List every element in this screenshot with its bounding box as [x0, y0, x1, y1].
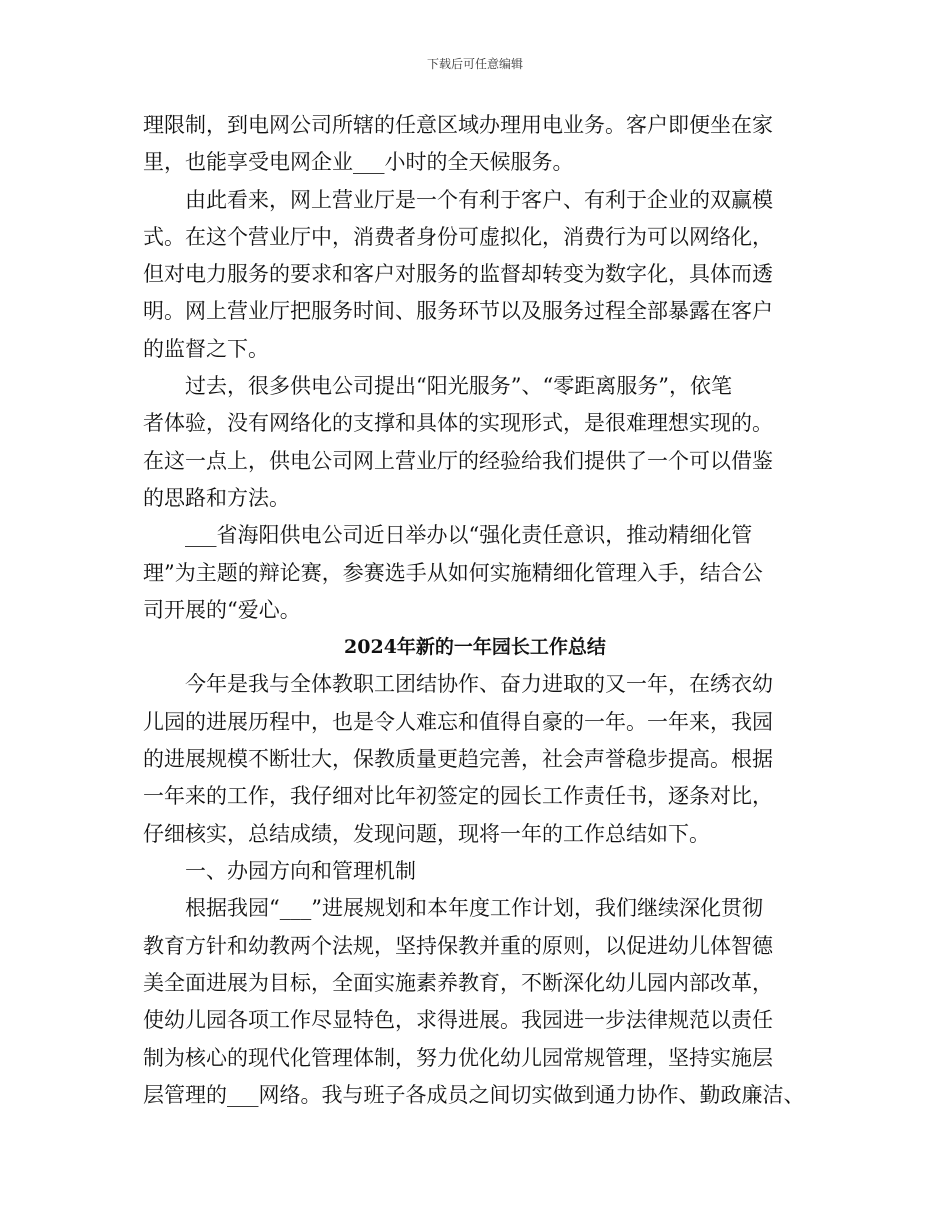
text-line: 里，也能享受电网企业___小时的全天候服务。 — [143, 150, 574, 174]
text-line: 的监督之下。 — [143, 337, 269, 361]
text-line: 一年来的工作，我仔细对比年初签定的园长工作责任书，逐条对比， — [143, 784, 773, 808]
text-line: 儿园的进展历程中，也是令人难忘和值得自豪的一年。一年来，我园 — [143, 710, 773, 734]
text-line: 理”为主题的辩论赛，参赛选手从如何实施精细化管理入手，结合公 — [143, 561, 763, 585]
section-title: 2024年新的一年园长工作总结 — [344, 636, 606, 658]
text-line: ___省海阳供电公司近日举办以“强化责任意识，推动精细化管 — [185, 523, 753, 547]
text-line: 教育方针和幼教两个法规，坚持保教并重的原则，以促进幼儿体智德 — [143, 934, 773, 958]
text-line: 明。网上营业厅把服务时间、服务环节以及服务过程全部暴露在客户 — [143, 299, 773, 323]
text-line: 美全面进展为目标，全面实施素养教育，不断深化幼儿园内部改革， — [143, 971, 773, 995]
text-line: 层管理的___网络。我与班子各成员之间切实做到通力协作、勤政廉洁、 — [143, 1083, 805, 1107]
text-line: 理限制，到电网公司所辖的任意区域办理用电业务。客户即便坐在家 — [143, 113, 773, 137]
page-header: 下载后可任意编辑 — [426, 57, 523, 71]
text-line: 今年是我与全体教职工团结协作、奋力进取的又一年，在绣衣幼 — [185, 672, 773, 696]
text-line: 但对电力服务的要求和客户对服务的监督却转变为数字化，具体而透 — [143, 262, 773, 286]
text-line: 者体验，没有网络化的支撑和具体的实现形式，是很难理想实现的。 — [143, 411, 773, 435]
text-line: 式。在这个营业厅中，消费者身份可虚拟化，消费行为可以网络化， — [143, 225, 773, 249]
text-line: 使幼儿园各项工作尽显特色，求得进展。我园进一步法律规范以责任 — [143, 1008, 773, 1032]
text-line: 在这一点上，供电公司网上营业厅的经验给我们提供了一个可以借鉴 — [143, 449, 773, 473]
text-line: 由此看来，网上营业厅是一个有利于客户、有利于企业的双赢模 — [185, 188, 773, 212]
text-line: 的思路和方法。 — [143, 486, 290, 510]
text-line: 司开展的“爱心。 — [143, 598, 301, 622]
text-line: 的进展规模不断壮大，保教质量更趋完善，社会声誉稳步提高。根据 — [143, 747, 773, 771]
text-line: 制为核心的现代化管理体制，努力优化幼儿园常规管理，坚持实施层 — [143, 1046, 773, 1070]
subheading: 一、办园方向和管理机制 — [185, 859, 416, 883]
text-line: 仔细核实，总结成绩，发现问题，现将一年的工作总结如下。 — [143, 822, 710, 846]
text-line: 根据我园“___”进展规划和本年度工作计划，我们继续深化贯彻 — [185, 896, 763, 920]
text-line: 过去，很多供电公司提出“阳光服务”、“零距离服务”，依笔 — [185, 374, 732, 398]
